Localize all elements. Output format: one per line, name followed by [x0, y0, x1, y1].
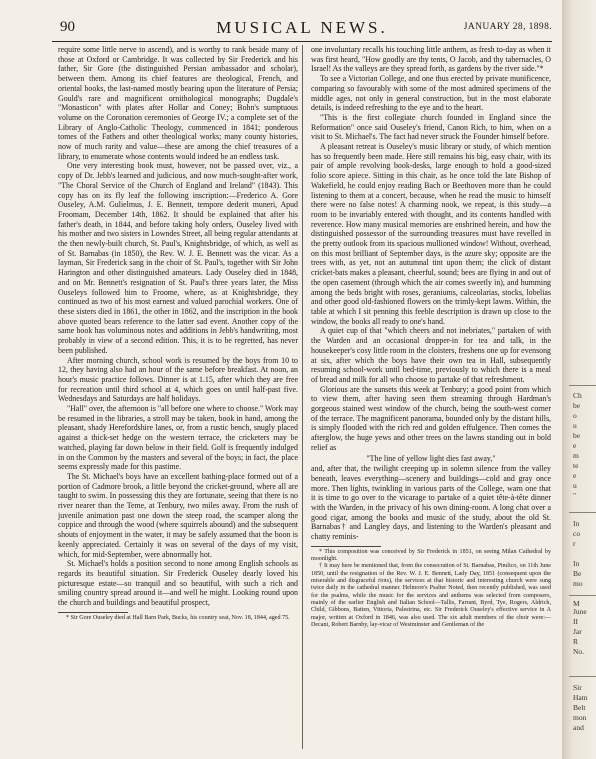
paragraph: Glorious are the sunsets this week at Tenbury; a good point from which to view them, after having seen them streaming through Hardman's gorgeous stained west window of the church, being the south-west corner of the terrace. The magnificent panorama, bounded only by the distant hills, is simply flooded with the rich red and golden effulgence. Then comes the afterglow, the huge yews and other trees on the lawns standing out in bold relief as: [311, 384, 551, 452]
page-number: 90: [60, 19, 75, 35]
paragraph: The St. Michael's boys have an excellent bathing-place formed out of a portion of Cadmore brook, a little beyond the cricket-ground, where all are taught to swim. In possessing this they are fortunate, seeing that there is no river nearer than the Teme, at Tenbury, two miles away. From the rush of juvenile animation past one down the steep road, the scamper along the coppice and through the wood (where squirrels abound) and the subsequent shouts of enjoyment in the water, it may be safely assumed that the boon is keenly appreciated. Certainly it was on several of the days of my visit, which, for mid-September, were abnormally hot.: [58, 471, 298, 559]
column-divider: [302, 45, 303, 749]
paragraph: A pleasant retreat is Ouseley's music library or study, of which mention has so frequently been made. Here still remains his big, easy chair, with its pair of ample revolving book-desks, large enough to hold a good-sized folio score apiece. Sitting in this chair, as he once told the late Bishop of Wakefield, he could enjoy reading Bach or Beethoven more than he could listening to them at a concert, because, when he read the music to himself there were no false notes! A charming nook, we repeat, is this study—a room to be invariably entered with thought, and its contents handled with reverence. How many musical memories are enshrined herein, and how the distinguished possessor of the surrounding treasures must have revelled in the pretty outlook from its spacious mullioned window! Without, overhead, on this most brilliant of September days, is the azure sky; opposite are the trees with, as yet, not an autumnal tint upon them; the click of distant cricket-bats makes a pleasant, cheerful, sound; bees are flying in and out of the open casement (through which the air comes sweetly in), and humming among the beds bright with roses, geraniums, calceolarias, stocks, lobelias and other good old-fashioned flowers on the trimly-kept lawns. Within, the table at which I sit penning this feeble description is drawn up close to the window, the books all ready to one's hand.: [311, 142, 551, 326]
facing-page-fragment: ": [573, 491, 577, 500]
facing-page-fragment: Ham: [573, 693, 588, 702]
facing-page-fragment: be: [573, 401, 581, 410]
paragraph: require some little nerve to ascend), and is worthy to rank beside many of those at Oxford or Cambridge. It was collected by Sir Frederick and his father, Sir Gore (the distinguished Persian ambassador and scholar), between them. Among its chief features are theological, French, and oriental books, the last-named mostly bearing upon the literature of Persia; Gould's rare and magnificent ornithological monographs; Dugdale's "Monasticon" with plates after Hollar and Coney; Bohn's sumptuous volume on the Coronation ceremonies of George IV.; a complete set of the Library of Anglo-Catholic Theology, commenced in 1841; ponderous tomes of the Fathers and other theological works; many county histories, now of much rarity and value—these are among the chief treasures of a library, to enumerate whose contents would indeed be an endless task.: [58, 45, 298, 161]
facing-page-fragment: r: [573, 539, 576, 548]
facing-page-fragment: be: [573, 431, 581, 440]
paragraph: "Hall" over, the afternoon is "all before one where to choose." Work may be resumed in the libraries, a stroll may be taken, book in hand, among the pleasant, shady Herefordshire lanes, or, from a rustic bench, snugly placed against a thick-set hedge on the western terrace, the cricketers may be watched, playing far down below in their field. Golf is frequently indulged in on the Common by the masters and several of the boys; in fact, the place seems expressly made for this pastime.: [58, 404, 298, 472]
facing-page-fragment: No.: [573, 647, 585, 656]
facing-page-fragment: In: [573, 519, 580, 528]
facing-page-fragment: te: [573, 461, 579, 470]
paragraph: A quiet cup of that "which cheers and not inebriates," partaken of with the Warden and an occasional dropper-in for tea and talk, in the housekeeper's cosy little room in the cloisters, freshens one up for evensong at six, after which the boys have their own tea in Hall, subsequently resuming school-work until bed-time, previously to which there is a meal of bread and milk for all who choose to partake of that refreshment.: [311, 326, 551, 384]
facing-page-fragment: Ch: [573, 391, 582, 400]
facing-page-fragment: mon: [573, 713, 587, 722]
left-column: [58, 45, 298, 753]
facing-page-fragment: e: [573, 441, 577, 450]
poetry-quote: "The line of yellow light dies fast away,": [366, 453, 496, 463]
facing-page-fragment: e: [573, 471, 577, 480]
facing-page-fragment: and: [573, 723, 584, 732]
facing-page-fragment: In: [573, 559, 580, 568]
facing-page-rule: [569, 676, 596, 677]
right-column: [311, 45, 551, 753]
issue-date: JANUARY 28, 1898.: [463, 22, 552, 32]
facing-page-fragment: m: [573, 451, 579, 460]
page-header: [52, 14, 552, 38]
facing-page-fragment: Jar: [573, 627, 582, 636]
facing-page-fragment: M: [573, 599, 580, 608]
footnote: * Sir Gore Ouseley died at Hall Barn Park, Bucks, his country seat, Nov. 18, 1844, aged 75.: [66, 614, 290, 621]
paragraph: After morning church, school work is resumed by the boys from 10 to 12, they having also had an hour of the same before breakfast. At noon, an hour's music practice follows. Dinner is at 1.15, after which they are free for recreation until third school at 4, which goes on until half-past five. Wednesdays and Saturdays are half holidays.: [58, 355, 298, 404]
facing-page-fragment: II: [573, 617, 578, 626]
footnote: * This composition was conceived by Sir Frederick in 1851, on seeing Milan Cathedral by moonlight.: [311, 548, 551, 563]
paragraph: "This is the first collegiate church founded in England since the Reformation" once said Ouseley's friend, Canon Rich, to him, when on a visit to St. Michael's. The fact had never struck the Founder himself before.: [311, 112, 551, 142]
paragraph: To see a Victorian College, and one thus erected by private munificence, comparing so favourably with some of the most admired specimens of the middle ages, not only in general construction, but in the most elaborate details, is indeed refreshing to the eye and to the heart.: [311, 74, 551, 113]
paragraph: and, after that, the twilight creeping up in solemn silence from the valley beneath, leaves everything—scenery and buildings—cold and gray once more. Then lights, twinkling in various parts of the College, warn one that it is time to go over to the vicarage to partake of a quiet tête-à-tête dinner with the Warden, in the privacy of his own dining-room. A long chat over a good cigar, among the books and music of the study, about the old St. Barnabas† and Langley days, and listening to the Warden's pleasant and chatty reminis-: [311, 464, 551, 542]
footnote-rule: [311, 546, 381, 547]
facing-page-fragment: u: [573, 481, 577, 490]
paragraph: St. Michael's holds a position second to none among English schools as regards its beautiful situation. Sir Frederick Ouseley dearly loved his picturesque estate—so tranquil and so beautiful, with such a rich and smiling country spread around it—and well he might. Looking round upon the church and buildings and beautiful prospect,: [58, 559, 298, 608]
facing-page-fragment: June: [573, 607, 587, 616]
footnote: † It may here be mentioned that, from the consecration of St. Barnabas, Pimlico, on 11th June 1850, until the resignation of the Rev. W. J. E. Bennett, Lady Day, 1851 (consequent upon the miserable and disgraceful riots), the services at that historic and interesting church were sung twice daily in the cathedral manner. Helmore's Psalter Noted, then recently published, was used for the psalms, while the music for the services and anthems was selected from composers, mainly of the earlier English and Italian School—Tallis, Farrant, Byrd, Tye, Rogers, Aldrich, Child, Gibbons, Batten, Vittoria, Palestrina, etc. Sir Frederick Ouseley's effective service in A major, written at Oxford in 1846, was also used. The six adult members of the choir were:—Decani, Robert Barnby, lay-vicar of Westminster and Gentleman of the: [311, 563, 551, 628]
facing-page-fragment: o: [573, 411, 577, 420]
facing-page-edge: [562, 0, 596, 759]
paragraph: One very interesting book must, however, not be passed over, viz., a copy of Dr. Jebb's learned and judicious, and now much-sought-after work, "The Choral Service of the Church of England and Ireland" (1843). This copy has on its fly leaf the following inscription:—Frederico A. Gore Ouseley, A.M. Gulielmus, J. E. Bennett, tempore dederit muneri, Apud Froomam, December 14th, 1862. It should be explained that after his father's death, in 1844, and before taking holy orders, Ouseley lived with his mother and two sisters in Lowndes Street, all being regular attendants at the then newly-built church, St. Paul's, Knightsbridge, of which, as well as of St. Barnabas (in 1850), the Rev. W. J. E. Bennett was the vicar. As a layman, Sir Frederick sang in the choir of St. Paul's, together with Sir John Harington and other distinguished amateurs. Lady Ouseley died in 1848, and on Mr. Bennett's resignation of St. Paul's three years later, the Miss Ouseleys followed him to Froome, where, as at Knightsbridge, they continued as two of his most earnest and valued parochial workers. One of these sisters died in 1861, the other in 1862, and the inscription in the book above quoted bears reference to the latter sad event. Another copy of the same book has voluminous notes and additions in Jebb's handwriting, most probably in view of a second edition. This, it is to be regretted, has never been published.: [58, 161, 298, 355]
facing-page-fragment: co: [573, 529, 581, 538]
facing-page-fragment: Be: [573, 569, 582, 578]
header-rule: [52, 41, 552, 42]
facing-page-fragment: R: [573, 637, 579, 646]
facing-page-fragment: mo: [573, 579, 583, 588]
facing-page-rule: [569, 512, 596, 513]
masthead-title: MUSICAL NEWS.: [216, 18, 388, 37]
facing-page-fragment: Belt: [573, 703, 586, 712]
facing-page-fragment: u: [573, 421, 577, 430]
facing-page-rule: [569, 595, 596, 596]
paragraph: one involuntary recalls his touching little anthem, as fresh to-day as when it was first heard, "How goodly are thy tents, O Jacob, and thy tabernacles, O Israel! As the valleys are they spread forth, as gardens by the river side."*: [311, 45, 551, 74]
footnote-rule: [58, 612, 128, 613]
facing-page-fragment: Sir: [573, 683, 582, 692]
facing-page-rule: [569, 385, 596, 386]
